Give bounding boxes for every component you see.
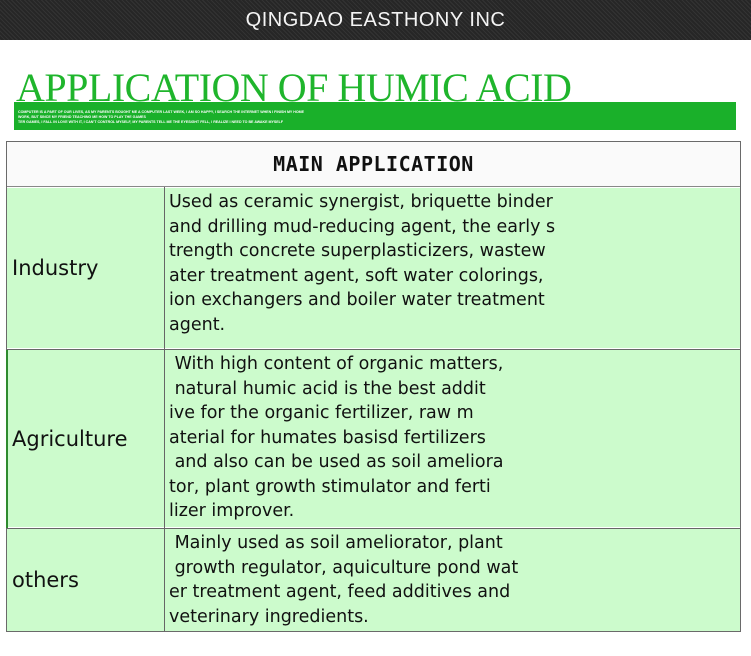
- band-text-line: WORK, BUT SINCE MY FRIEND TEACHING ME HOW TO PLAY THE GAMES: [18, 115, 146, 119]
- column-divider: [164, 187, 165, 631]
- row-accent-border: [6, 350, 8, 528]
- row-text-industry: Used as ceramic synergist, briquette binder and drilling mud-reducing agent, the early s trength concrete superplasticizers, wastew ater treatment agent, soft water colorings, ion exchangers and boiler water treatment agent.: [165, 188, 740, 348]
- row-text-agriculture: With high content of organic matters, natural humic acid is the best addit ive for the organic fertilizer, raw m aterial for humates basisd fertilizers and also can be used as soil ameliora tor, plant growth stimulator and ferti lizer improver.: [165, 350, 740, 527]
- row-divider: [7, 528, 740, 529]
- row-divider: [7, 349, 740, 350]
- row-label-others: others: [7, 529, 164, 631]
- row-label-agriculture: Agriculture: [7, 350, 164, 527]
- band-text-line: TER GAMES, I FALL IN LOVE WITH IT, I CAN'T CONTROL MYSELF, MY PARENTS TELL ME THE EYESIGHT FELL, I REALIZE I NEED TO BE AWAKE MYSELF: [18, 120, 284, 124]
- row-text-others: Mainly used as soil ameliorator, plant growth regulator, aquiculture pond wat er treatment agent, feed additives and veterinary ingredients.: [165, 529, 740, 631]
- band-small-text: [18, 110, 318, 125]
- band-text-line: COMPUTER IS A PART OF OUR LIVES, AS MY PARENTS BOUGHT ME A COMPUTER LAST WEEK, I AM SO HAPPY, I SEARCH THE INTERNET WHEN I FINISH MY HOME: [18, 110, 305, 114]
- company-header: QINGDAO EASTHONY INC: [0, 0, 751, 40]
- page-title: APPLICATION OF HUMIC ACID: [16, 65, 572, 110]
- row-label-industry: Industry: [7, 188, 164, 348]
- table-heading: MAIN APPLICATION: [7, 142, 740, 187]
